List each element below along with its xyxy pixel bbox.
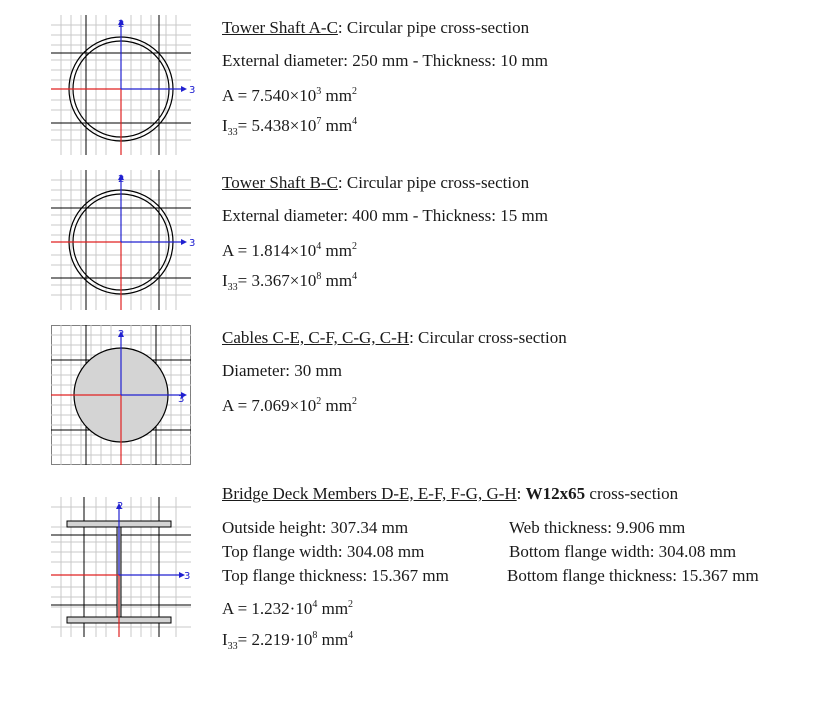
section-inertia: $I_{33}= 5.438\times 10^7$ $mm^4$ [222, 116, 358, 138]
section-name-link: Tower Shaft B-C [222, 173, 338, 192]
i-beam-section-icon [51, 497, 191, 637]
axis-2-label: 2 [117, 501, 124, 512]
prop-top-flange-width: Top flange width: 304.08 mm [222, 542, 425, 561]
section-title: Cables C-E, C-F, C-G, C-H: Circular cross-section [222, 328, 567, 347]
axis-3-label: 3 [184, 571, 191, 582]
section-profile-name: W12x65 [525, 484, 586, 503]
prop-bottom-flange-width: Bottom flange width: 304.08 mm [509, 542, 737, 561]
section-title: Tower Shaft A-C: Circular pipe cross-section [222, 18, 530, 37]
section-name-link: Cables C-E, C-F, C-G, C-H [222, 328, 410, 347]
section-dimensions: External diameter: 250 mm - Thickness: 10 mm [222, 51, 548, 70]
prop-bottom-flange-thickness: Bottom flange thickness: 15.367 mm [507, 566, 759, 585]
section-area: $A = 7.069\times 10^2$ $mm^2$ [222, 396, 357, 415]
section-thumbnail-tower-shaft-ac [51, 15, 196, 155]
axis-2-label: 2 [118, 329, 125, 340]
section-title: Bridge Deck Members D-E, E-F, F-G, G-H: W12x65 cross-section [222, 484, 679, 503]
section-name-link: Tower Shaft A-C [222, 18, 338, 37]
axis-2-label: 2 [118, 174, 125, 185]
axis-3-label: 3 [189, 238, 196, 249]
axis-2-label: 2 [118, 19, 125, 30]
solid-circle-section-icon [51, 325, 191, 465]
prop-web-thickness: Web thickness: 9.906 mm [509, 518, 686, 537]
section-inertia: $I_{33}= 2.219\cdot 10^8$ $mm^4$ [222, 630, 354, 652]
prop-top-flange-thickness: Top flange thickness: 15.367 mm [222, 566, 449, 585]
section-thumbnail-tower-shaft-bc [51, 170, 196, 310]
axis-3-label: 3 [189, 85, 196, 96]
section-area: $A = 7.540\times 10^3$ $mm^2$ [222, 86, 357, 105]
section-area: $A = 1.232\cdot 10^4$ $mm^2$ [222, 599, 354, 618]
section-name-link: Bridge Deck Members D-E, E-F, F-G, G-H [222, 484, 517, 503]
section-dimensions: External diameter: 400 mm - Thickness: 15 mm [222, 206, 548, 225]
section-title: Tower Shaft B-C: Circular pipe cross-section [222, 173, 530, 192]
pipe-section-icon [51, 15, 196, 155]
section-area: $A = 1.814\times 10^4$ $mm^2$ [222, 241, 357, 260]
section-thumbnail-cables [51, 325, 191, 465]
section-thumbnail-bridge-deck [51, 497, 191, 637]
axis-3-label: 3 [178, 394, 185, 405]
section-inertia: $I_{33}= 3.367\times 10^8$ $mm^4$ [222, 271, 358, 293]
prop-outside-height: Outside height: 307.34 mm [222, 518, 409, 537]
section-dimensions: Diameter: 30 mm [222, 361, 342, 380]
pipe-section-icon [51, 170, 196, 310]
